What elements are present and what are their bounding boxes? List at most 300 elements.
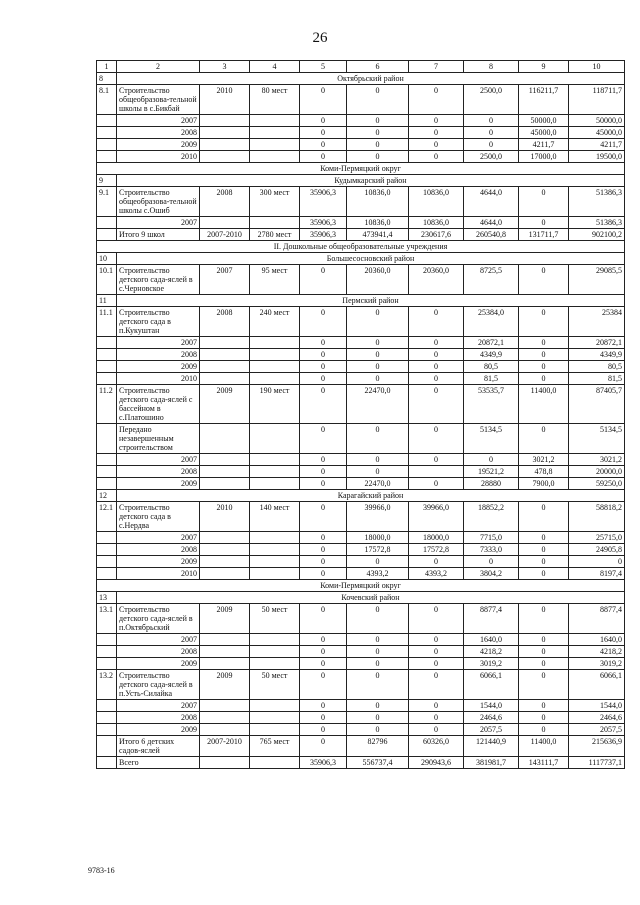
value-c7: 0 [409, 337, 464, 349]
empty-cell [250, 532, 300, 544]
capacity: 50 мест [250, 670, 300, 700]
value-c10: 87405,7 [569, 385, 625, 424]
value-c5: 35906,3 [300, 187, 347, 217]
heading-title: Коми-Пермяцкий округ [97, 580, 625, 592]
value-c9: 0 [519, 217, 569, 229]
empty-cell [200, 724, 250, 736]
empty-cell [97, 127, 117, 139]
value-c6: 0 [347, 634, 409, 646]
object-name: Строительство детского сада в п.Кукуштан [117, 307, 200, 337]
year-row [97, 724, 625, 736]
value-c7: 10836,0 [409, 217, 464, 229]
value-c10: 1117737,1 [569, 757, 625, 769]
completion-year: 2008 [200, 307, 250, 337]
section-title: Пермский район [117, 295, 625, 307]
value-c7: 0 [409, 139, 464, 151]
year-label: 2010 [117, 568, 200, 580]
column-number: 6 [347, 61, 409, 73]
value-c6: 10836,0 [347, 187, 409, 217]
year-row [97, 712, 625, 724]
value-c8: 4644,0 [464, 187, 519, 217]
section-title: Кудымкарский район [117, 175, 625, 187]
section-title: Большесосновский район [117, 253, 625, 265]
value-c6: 0 [347, 349, 409, 361]
value-c5: 0 [300, 724, 347, 736]
completion-year: 2010 [200, 502, 250, 532]
value-c6: 0 [347, 115, 409, 127]
value-c6: 473941,4 [347, 229, 409, 241]
column-number: 3 [200, 61, 250, 73]
value-c10: 45000,0 [569, 127, 625, 139]
value-c5: 0 [300, 736, 347, 757]
value-c6: 0 [347, 127, 409, 139]
year-row [97, 139, 625, 151]
value-c10: 81,5 [569, 373, 625, 385]
value-c10: 4218,2 [569, 646, 625, 658]
value-c10: 51386,3 [569, 217, 625, 229]
value-c10: 0 [569, 556, 625, 568]
value-c8: 121440,9 [464, 736, 519, 757]
value-c7: 0 [409, 151, 464, 163]
value-c7: 0 [409, 349, 464, 361]
year-label: 2008 [117, 349, 200, 361]
value-c5: 0 [300, 544, 347, 556]
value-c5: 0 [300, 604, 347, 634]
year-label: 2008 [117, 712, 200, 724]
year-label: 2009 [117, 658, 200, 670]
empty-cell [250, 568, 300, 580]
empty-cell [250, 361, 300, 373]
heading-row [97, 580, 625, 592]
value-c5: 0 [300, 385, 347, 424]
value-c9: 0 [519, 700, 569, 712]
year-row [97, 658, 625, 670]
value-c5: 0 [300, 712, 347, 724]
empty-cell [97, 724, 117, 736]
value-c8: 0 [464, 115, 519, 127]
value-c10: 5134,5 [569, 424, 625, 454]
value-c5: 35906,3 [300, 757, 347, 769]
empty-cell [250, 757, 300, 769]
empty-cell [250, 115, 300, 127]
item-number: 11.2 [97, 385, 117, 424]
empty-cell [97, 568, 117, 580]
value-c9: 0 [519, 568, 569, 580]
value-c9: 0 [519, 670, 569, 700]
value-c9: 0 [519, 337, 569, 349]
value-c10: 902100,2 [569, 229, 625, 241]
capacity: 80 мест [250, 85, 300, 115]
value-c9: 45000,0 [519, 127, 569, 139]
empty-cell [250, 646, 300, 658]
year-row [97, 217, 625, 229]
value-c6: 0 [347, 307, 409, 337]
section-row [97, 490, 625, 502]
empty-cell [200, 217, 250, 229]
empty-cell [250, 424, 300, 454]
item-row [97, 307, 625, 337]
empty-cell [250, 634, 300, 646]
column-number: 7 [409, 61, 464, 73]
value-c10: 2057,5 [569, 724, 625, 736]
value-c5: 0 [300, 658, 347, 670]
value-c7: 4393,2 [409, 568, 464, 580]
empty-cell [200, 139, 250, 151]
value-c7: 0 [409, 424, 464, 454]
value-c8: 2057,5 [464, 724, 519, 736]
value-c10: 50000,0 [569, 115, 625, 127]
empty-cell [97, 151, 117, 163]
value-c6: 10836,0 [347, 217, 409, 229]
empty-cell [200, 568, 250, 580]
section-number: 8 [97, 73, 117, 85]
empty-cell [97, 217, 117, 229]
value-c6: 0 [347, 424, 409, 454]
value-c7: 0 [409, 127, 464, 139]
empty-cell [97, 736, 117, 757]
value-c5: 0 [300, 151, 347, 163]
sub-row [97, 424, 625, 454]
value-c5: 0 [300, 139, 347, 151]
value-c5: 0 [300, 568, 347, 580]
value-c5: 35906,3 [300, 217, 347, 229]
empty-cell [200, 361, 250, 373]
empty-cell [250, 544, 300, 556]
value-c8: 18852,2 [464, 502, 519, 532]
value-c9: 0 [519, 646, 569, 658]
value-c7: 0 [409, 385, 464, 424]
empty-cell [97, 361, 117, 373]
grand-row [97, 757, 625, 769]
value-c9: 11400,0 [519, 736, 569, 757]
item-row [97, 385, 625, 424]
value-c8: 381981,7 [464, 757, 519, 769]
section-number: 13 [97, 592, 117, 604]
value-c10: 20872,1 [569, 337, 625, 349]
value-c9: 0 [519, 349, 569, 361]
empty-cell [200, 454, 250, 466]
empty-cell [250, 127, 300, 139]
section-number: 9 [97, 175, 117, 187]
value-c9: 0 [519, 502, 569, 532]
empty-cell [200, 757, 250, 769]
value-c6: 0 [347, 712, 409, 724]
total-label: Итого 6 детских садов-яслей [117, 736, 200, 757]
object-name: Строительство детского сада-яслей в п.Октябрьский [117, 604, 200, 634]
value-c9: 0 [519, 544, 569, 556]
value-c5: 0 [300, 424, 347, 454]
section-number: 11 [97, 295, 117, 307]
value-c5: 0 [300, 337, 347, 349]
heading-title: II. Дошкольные общеобразовательные учреждения [97, 241, 625, 253]
heading-row [97, 241, 625, 253]
year-label: 2007 [117, 700, 200, 712]
year-row [97, 556, 625, 568]
empty-cell [97, 229, 117, 241]
value-c9: 0 [519, 658, 569, 670]
value-c10: 51386,3 [569, 187, 625, 217]
year-row [97, 544, 625, 556]
value-c8: 28880 [464, 478, 519, 490]
empty-cell [200, 532, 250, 544]
completion-year: 2008 [200, 187, 250, 217]
value-c7: 17572,8 [409, 544, 464, 556]
value-c9: 0 [519, 556, 569, 568]
column-number-row [97, 61, 625, 73]
value-c5: 0 [300, 127, 347, 139]
value-c6: 0 [347, 466, 409, 478]
value-c7: 20360,0 [409, 265, 464, 295]
section-row [97, 592, 625, 604]
completion-year: 2007 [200, 265, 250, 295]
value-c9: 0 [519, 712, 569, 724]
value-c10: 8877,4 [569, 604, 625, 634]
item-row [97, 187, 625, 217]
year-label: 2007 [117, 454, 200, 466]
empty-cell [97, 139, 117, 151]
value-c8: 0 [464, 139, 519, 151]
value-c9: 116211,7 [519, 85, 569, 115]
year-row [97, 634, 625, 646]
empty-cell [97, 634, 117, 646]
item-number: 8.1 [97, 85, 117, 115]
empty-cell [250, 217, 300, 229]
value-c6: 82796 [347, 736, 409, 757]
empty-cell [97, 478, 117, 490]
value-c9: 0 [519, 634, 569, 646]
year-label: 2008 [117, 127, 200, 139]
value-c8: 4349,9 [464, 349, 519, 361]
empty-cell [97, 646, 117, 658]
empty-cell [250, 700, 300, 712]
empty-cell [200, 337, 250, 349]
value-c5: 0 [300, 556, 347, 568]
item-number: 12.1 [97, 502, 117, 532]
section-title: Карагайский район [117, 490, 625, 502]
year-label: 2008 [117, 544, 200, 556]
value-c10: 118711,7 [569, 85, 625, 115]
object-name: Строительство детского сада-яслей в п.Усть-Силайка [117, 670, 200, 700]
sub-label: Передано незавершенным строительством [117, 424, 200, 454]
value-c5: 0 [300, 454, 347, 466]
year-label: 2007 [117, 337, 200, 349]
year-row [97, 337, 625, 349]
value-c5: 0 [300, 646, 347, 658]
year-label: 2010 [117, 373, 200, 385]
year-row [97, 127, 625, 139]
value-c6: 0 [347, 556, 409, 568]
value-c10: 4211,7 [569, 139, 625, 151]
year-row [97, 454, 625, 466]
value-c6: 4393,2 [347, 568, 409, 580]
value-c6: 0 [347, 646, 409, 658]
value-c8: 0 [464, 556, 519, 568]
year-label: 2008 [117, 466, 200, 478]
item-number: 10.1 [97, 265, 117, 295]
value-c10: 2464,6 [569, 712, 625, 724]
value-c10: 24905,8 [569, 544, 625, 556]
item-row [97, 604, 625, 634]
year-row [97, 115, 625, 127]
column-number: 2 [117, 61, 200, 73]
value-c8: 7715,0 [464, 532, 519, 544]
value-c7: 0 [409, 85, 464, 115]
value-c8: 2500,0 [464, 151, 519, 163]
value-c8: 5134,5 [464, 424, 519, 454]
value-c8: 80,5 [464, 361, 519, 373]
empty-cell [250, 466, 300, 478]
value-c10: 25384 [569, 307, 625, 337]
value-c6: 0 [347, 670, 409, 700]
empty-cell [97, 712, 117, 724]
value-c5: 0 [300, 478, 347, 490]
value-c10: 29085,5 [569, 265, 625, 295]
value-c10: 3021,2 [569, 454, 625, 466]
value-c5: 0 [300, 373, 347, 385]
value-c8: 25384,0 [464, 307, 519, 337]
value-c5: 0 [300, 115, 347, 127]
value-c5: 0 [300, 502, 347, 532]
item-number: 11.1 [97, 307, 117, 337]
total-years: 2007-2010 [200, 229, 250, 241]
year-row [97, 466, 625, 478]
value-c9: 0 [519, 187, 569, 217]
empty-cell [200, 634, 250, 646]
section-title: Октябрьский район [117, 73, 625, 85]
value-c10: 80,5 [569, 361, 625, 373]
value-c7: 0 [409, 700, 464, 712]
value-c8: 3804,2 [464, 568, 519, 580]
page-number: 26 [312, 30, 328, 46]
item-number: 13.2 [97, 670, 117, 700]
empty-cell [97, 373, 117, 385]
object-name: Строительство детского сада-яслей в с.Черновское [117, 265, 200, 295]
empty-cell [200, 349, 250, 361]
empty-cell [200, 151, 250, 163]
empty-cell [250, 556, 300, 568]
value-c6: 0 [347, 700, 409, 712]
year-label: 2007 [117, 217, 200, 229]
empty-cell [250, 712, 300, 724]
value-c10: 25715,0 [569, 532, 625, 544]
total-row [97, 229, 625, 241]
section-row [97, 253, 625, 265]
value-c8: 260540,8 [464, 229, 519, 241]
capacity: 140 мест [250, 502, 300, 532]
completion-year: 2009 [200, 604, 250, 634]
value-c7: 0 [409, 556, 464, 568]
total-row [97, 736, 625, 757]
empty-cell [200, 127, 250, 139]
value-c6: 18000,0 [347, 532, 409, 544]
empty-cell [200, 646, 250, 658]
value-c6: 0 [347, 373, 409, 385]
value-c5: 0 [300, 307, 347, 337]
value-c7: 39966,0 [409, 502, 464, 532]
value-c7: 18000,0 [409, 532, 464, 544]
empty-cell [250, 139, 300, 151]
value-c5: 0 [300, 634, 347, 646]
column-number: 1 [97, 61, 117, 73]
year-row [97, 700, 625, 712]
year-label: 2009 [117, 478, 200, 490]
capacity: 50 мест [250, 604, 300, 634]
value-c6: 556737,4 [347, 757, 409, 769]
value-c7: 0 [409, 712, 464, 724]
value-c8: 81,5 [464, 373, 519, 385]
completion-year: 2010 [200, 85, 250, 115]
value-c8: 8877,4 [464, 604, 519, 634]
empty-cell [200, 712, 250, 724]
value-c6: 20360,0 [347, 265, 409, 295]
value-c8: 3019,2 [464, 658, 519, 670]
value-c6: 0 [347, 151, 409, 163]
year-label: 2009 [117, 724, 200, 736]
capacity: 95 мест [250, 265, 300, 295]
value-c10: 1640,0 [569, 634, 625, 646]
empty-cell [250, 151, 300, 163]
year-row [97, 532, 625, 544]
year-label: 2007 [117, 115, 200, 127]
value-c8: 2464,6 [464, 712, 519, 724]
value-c10: 215636,9 [569, 736, 625, 757]
value-c7: 60326,0 [409, 736, 464, 757]
total-label: Итого 9 школ [117, 229, 200, 241]
empty-cell [97, 454, 117, 466]
section-title: Кочевский район [117, 592, 625, 604]
value-c6: 22470,0 [347, 385, 409, 424]
value-c5: 35906,3 [300, 229, 347, 241]
empty-cell [250, 658, 300, 670]
value-c7: 0 [409, 307, 464, 337]
year-label: 2009 [117, 361, 200, 373]
object-name: Строительство детского сада-яслей с бассейном в с.Платошино [117, 385, 200, 424]
value-c9: 0 [519, 373, 569, 385]
value-c7: 0 [409, 646, 464, 658]
empty-cell [200, 658, 250, 670]
value-c7: 230617,6 [409, 229, 464, 241]
value-c10: 59250,0 [569, 478, 625, 490]
section-number: 12 [97, 490, 117, 502]
empty-cell [200, 700, 250, 712]
value-c8: 20872,1 [464, 337, 519, 349]
year-row [97, 373, 625, 385]
empty-cell [200, 373, 250, 385]
empty-cell [200, 115, 250, 127]
value-c9: 0 [519, 265, 569, 295]
value-c6: 17572,8 [347, 544, 409, 556]
value-c9: 50000,0 [519, 115, 569, 127]
empty-cell [97, 700, 117, 712]
value-c6: 22470,0 [347, 478, 409, 490]
value-c6: 0 [347, 658, 409, 670]
empty-cell [97, 544, 117, 556]
total-capacity: 765 мест [250, 736, 300, 757]
value-c7: 0 [409, 670, 464, 700]
value-c8: 1640,0 [464, 634, 519, 646]
value-c7: 0 [409, 658, 464, 670]
value-c5: 0 [300, 265, 347, 295]
empty-cell [200, 424, 250, 454]
value-c9: 0 [519, 424, 569, 454]
value-c8: 4218,2 [464, 646, 519, 658]
document-code: 9783-16 [88, 866, 115, 875]
value-c5: 0 [300, 532, 347, 544]
year-row [97, 478, 625, 490]
empty-cell [200, 556, 250, 568]
grand-total-label: Всего [117, 757, 200, 769]
empty-cell [97, 349, 117, 361]
